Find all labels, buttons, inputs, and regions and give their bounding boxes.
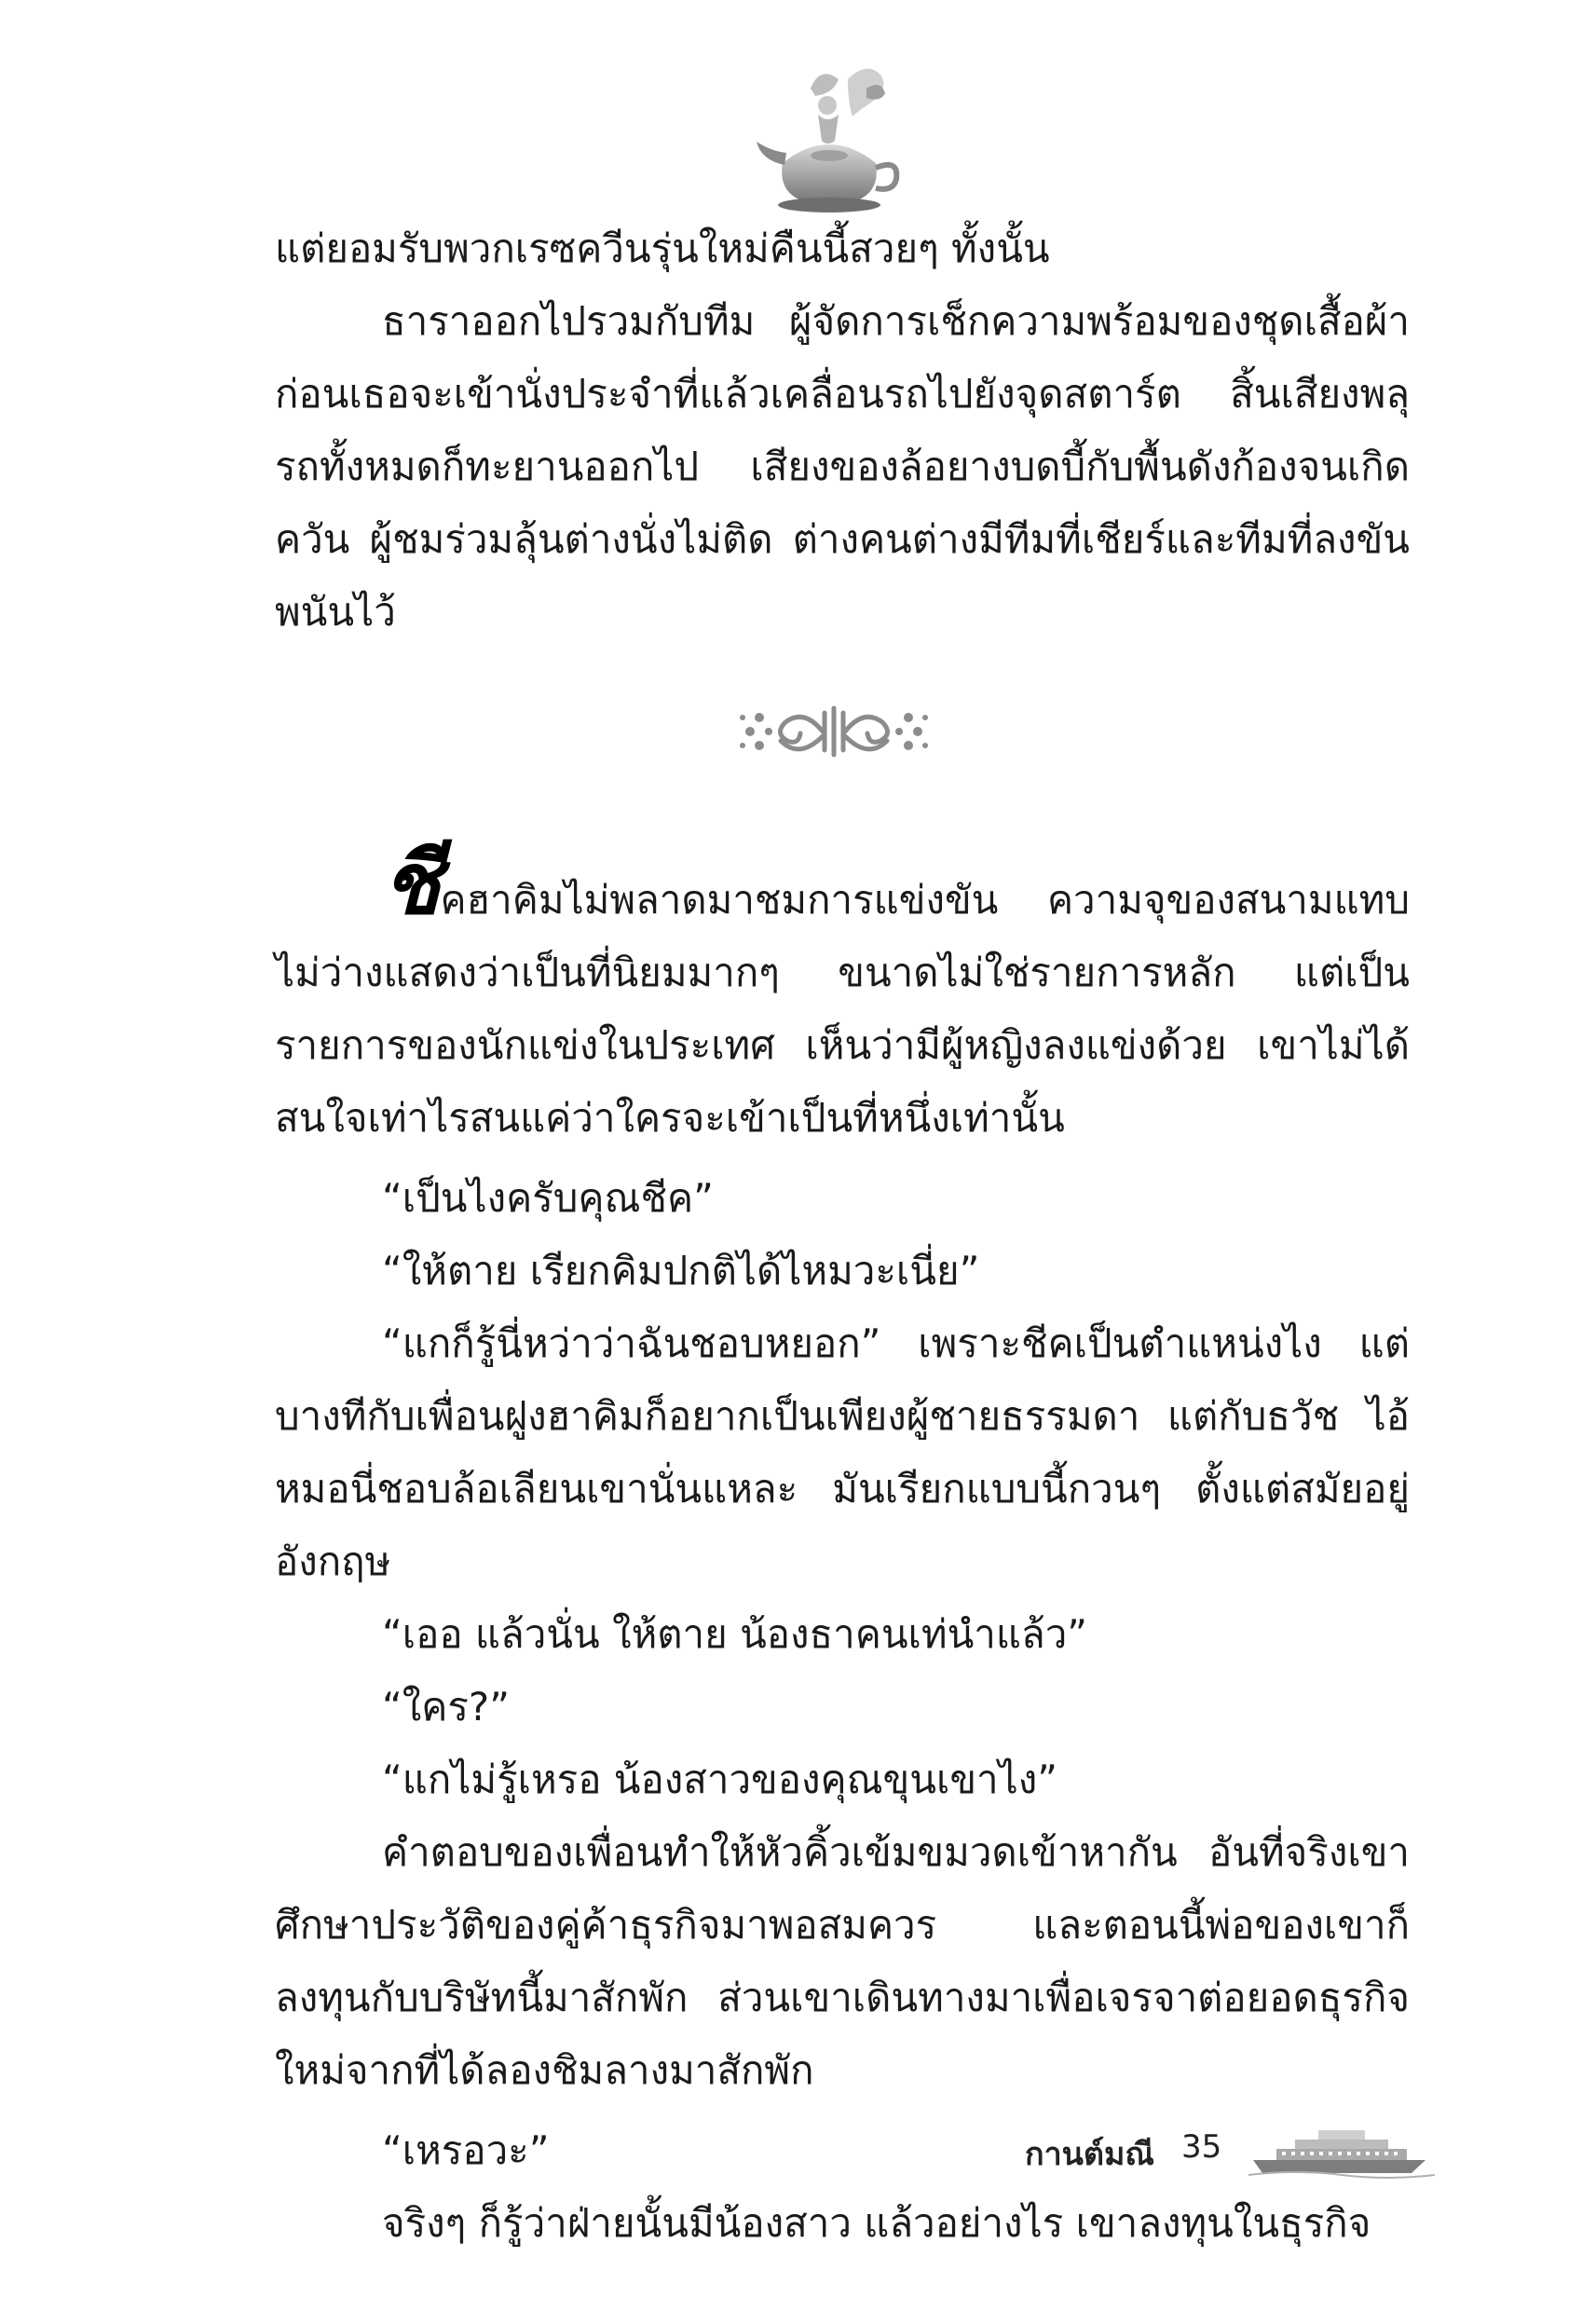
- cruise-ship-icon: [1248, 2123, 1435, 2179]
- teapot-ornament-icon: [755, 51, 904, 219]
- paragraph: จริงๆ ก็รู้ว่าฝ่ายนั้นมีน้องสาว แล้วอย่างไร เขาลงทุนในธุรกิจ: [382, 2200, 1371, 2246]
- dialogue-line: “เออ แล้วนั่น ให้ตาย น้องธาคนเท่นำแล้ว”: [382, 1611, 1088, 1657]
- page-number: 35: [1181, 2128, 1222, 2166]
- flourish-divider-icon: [731, 690, 936, 773]
- paragraph: คำตอบของเพื่อนทำให้หัวคิ้วเข้มขมวดเข้าหากัน อันที่จริงเขาศึกษาประวัติของคู่ค้าธุรกิจมาพอสมควร และตอนนี้พ่อของเขาก็ลงทุนกับบริษัทนี้มาสักพัก ส่วนเขาเดินทางมาเพื่อเจรจาต่อยอดธุรกิจใหม่จากที่ได้ลองชิมลางมาสักพัก: [275, 1829, 1410, 2093]
- dialogue-line: “เหรอวะ”: [382, 2127, 550, 2173]
- paragraph: “แกก็รู้นี่หว่าว่าฉันชอบหยอก” เพราะชีคเป็นตำแหน่งไง แต่บางทีกับเพื่อนฝูงฮาคิมก็อยากเป็นเพียงผู้ชายธรรมดา แต่กับธวัช ไอ้หมอนี่ชอบล้อเลียนเขานั่นแหละ มันเรียกแบบนี้กวนๆ ตั้งแต่สมัยอยู่อังกฤษ: [275, 1320, 1410, 1584]
- book-title: กานต์มณี: [1025, 2136, 1154, 2173]
- dropcap-rest: คฮาคิมไม่พลาดมาชมการแข่งขัน ความจุของสนามแทบไม่ว่างแสดงว่าเป็นที่นิยมมากๆ ขนาดไม่ใช่รายการหลัก แต่เป็นรายการของนักแข่งในประเทศ เห็นว่ามีผู้หญิงลงแข่งด้วย เขาไม่ได้สนใจเท่าไรสนแค่ว่าใครจะเข้าเป็นที่หนึ่งเท่านั้น: [275, 877, 1410, 1141]
- paragraph: ธาราออกไปรวมกับทีม ผู้จัดการเช็กความพร้อมของชุดเสื้อผ้าก่อนเธอจะเข้านั่งประจำที่แล้วเคลื่อนรถไปยังจุดสตาร์ต สิ้นเสียงพลุรถทั้งหมดก็ทะยานออกไป เสียงของล้อยางบดบี้กับพื้นดังก้องจนเกิดควัน ผู้ชมร่วมลุ้นต่างนั่งไม่ติด ต่างคนต่างมีทีมที่เชียร์และทีมที่ลงขันพนันไว้: [275, 298, 1410, 635]
- drop-cap: ชี: [382, 833, 441, 934]
- page-body: [275, 212, 1410, 2260]
- dialogue-line: “เป็นไงครับคุณชีค”: [382, 1175, 714, 1221]
- paragraph: แต่ยอมรับพวกเรซควีนรุ่นใหม่คืนนี้สวยๆ ทั้งนั้น: [275, 226, 1050, 271]
- dialogue-line: “แกไม่รู้เหรอ น้องสาวของคุณขุนเขาไง”: [382, 1757, 1058, 1802]
- dialogue-line: “ใคร?”: [382, 1684, 510, 1730]
- page-footer: [1025, 2123, 1435, 2179]
- paragraph-dropcap: [275, 833, 1410, 1155]
- dialogue-line: “ให้ตาย เรียกคิมปกติได้ไหมวะเนี่ย”: [382, 1248, 980, 1293]
